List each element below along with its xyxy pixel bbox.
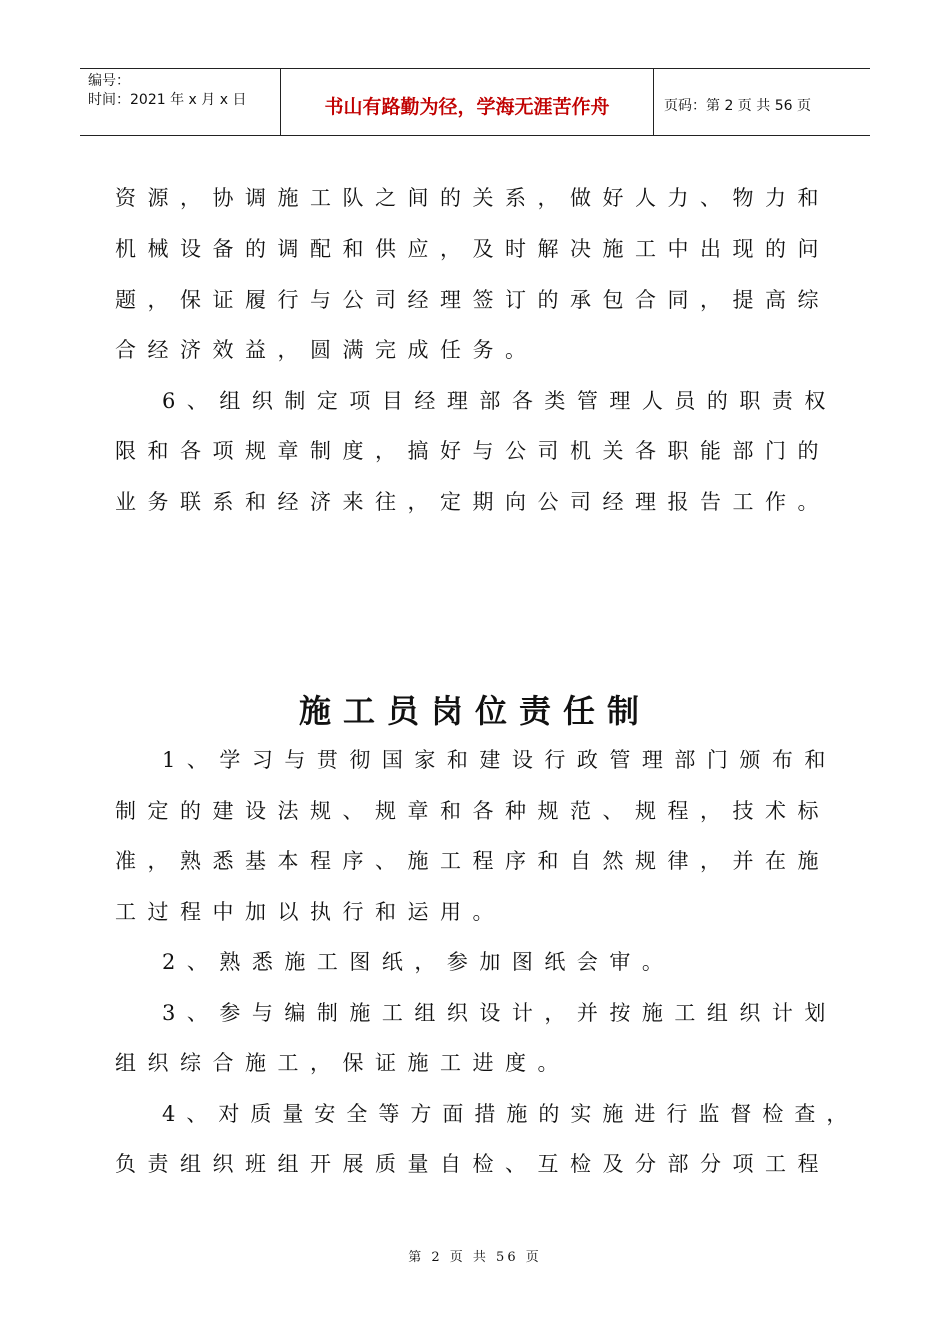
text-line: 2、熟悉施工图纸，参加图纸会审。 — [162, 950, 675, 974]
text-line: 资源，协调施工队之间的关系，做好人力、物力和 — [115, 186, 830, 210]
text-line: 组织综合施工，保证施工进度。 — [115, 1051, 570, 1075]
text-line: 制定的建设法规、规章和各种规范、规程，技术标 — [115, 799, 830, 823]
time-label: 时间：2021 年 x 月 x 日 — [88, 92, 247, 108]
page-footer: 第 2 页 共 56 页 — [408, 1250, 542, 1265]
text-line: 机械设备的调配和供应，及时解决施工中出现的问 — [115, 237, 830, 261]
text-line: 工过程中加以执行和运用。 — [115, 900, 505, 924]
page-header — [80, 68, 870, 136]
text-line: 3、参与编制施工组织设计，并按施工组织计划 — [162, 1001, 837, 1025]
text-line: 负责组织班组开展质量自检、互检及分部分项工程 — [115, 1152, 830, 1176]
header-motto: 书山有路勤为径，学海无涯苦作舟 — [281, 69, 654, 135]
text-line: 限和各项规章制度，搞好与公司机关各职能部门的 — [115, 439, 830, 463]
text-line: 合经济效益，圆满完成任务。 — [115, 338, 538, 362]
header-meta-cell — [80, 69, 281, 135]
number-label: 编号： — [88, 73, 130, 89]
text-line: 准，熟悉基本程序、施工程序和自然规律，并在施 — [115, 849, 830, 873]
text-line: 4、对质量安全等方面措施的实施进行监督检查， — [162, 1102, 859, 1126]
text-line: 1、学习与贯彻国家和建设行政管理部门颁布和 — [162, 748, 837, 772]
section-title: 施工员岗位责任制 — [298, 692, 651, 730]
header-page-info: 页码：第 2 页 共 56 页 — [664, 98, 811, 114]
text-line: 题，保证履行与公司经理签订的承包合同，提高综 — [115, 288, 830, 312]
text-line: 业务联系和经济来往，定期向公司经理报告工作。 — [115, 490, 830, 514]
text-line: 6、组织制定项目经理部各类管理人员的职责权 — [162, 389, 837, 413]
